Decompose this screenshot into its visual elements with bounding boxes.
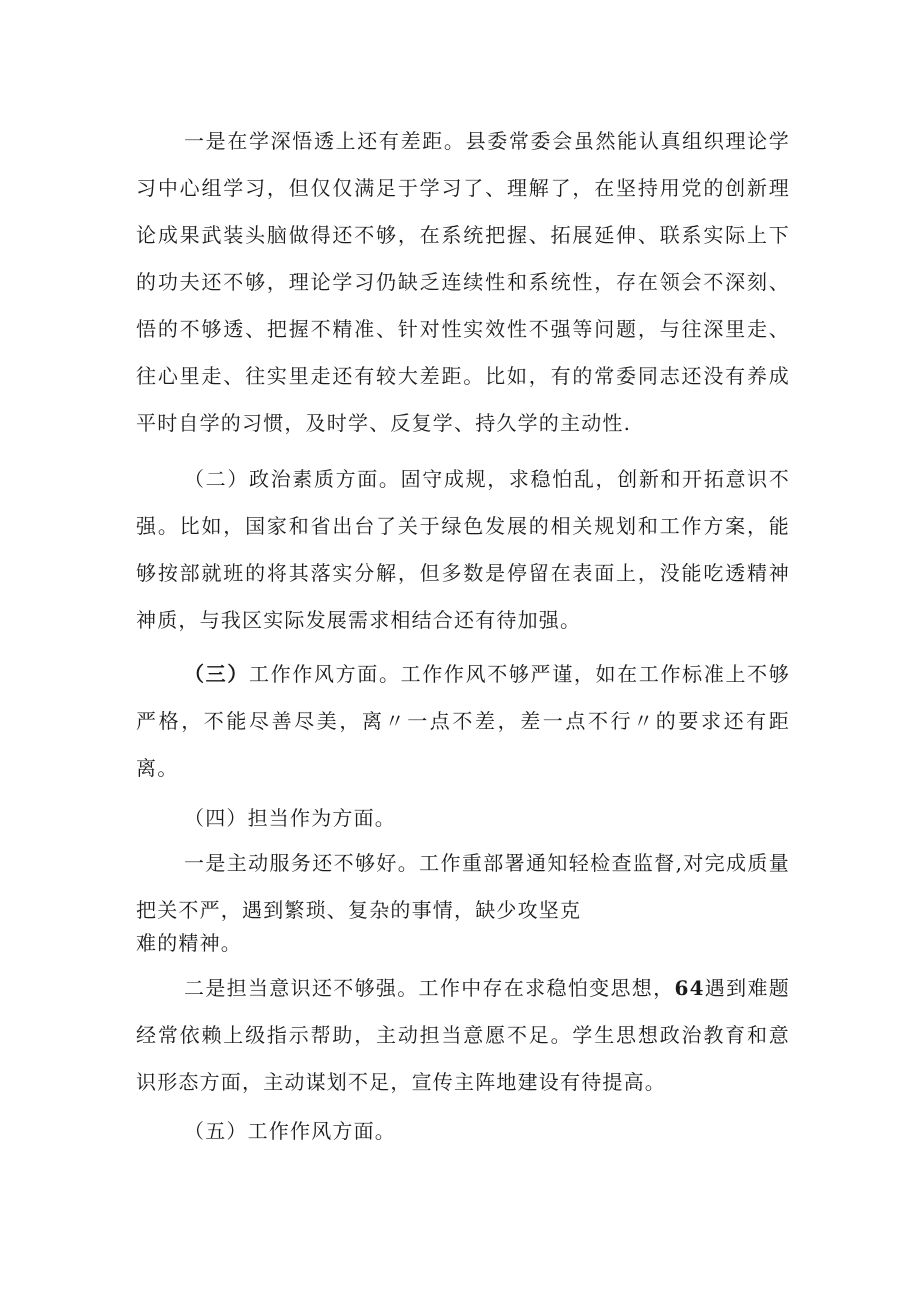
paragraph-work-style: [136, 651, 790, 792]
paragraph-service-text: 一是主动服务还不够好。工作重部署通知轻检查监督,对完成质量把关不严，遇到繁琐、复杂的事情，缺少攻坚克: [136, 851, 790, 922]
paragraph-responsibility: [136, 965, 790, 1106]
paragraph-service-continuation: 难的精神。: [136, 931, 242, 955]
section-heading-five: （五）工作作风方面。: [184, 1119, 396, 1143]
paragraph-theory-study: 一是在学深悟透上还有差距。县委常委会虽然能认真组织理论学习中心组学习，但仅仅满足于学习了、理解了，在坚持用党的创新理论成果武装头脑做得还不够，在系统把握、拓展延伸、联系实际上下的功夫还不够，理论学习仍缺乏连续性和系统性，存在领会不深刻、悟的不够透、把握不精准、针对性实效性不强等问题，与往深里走、往心里走、往实里走还有较大差距。比如，有的常委同志还没有养成平时自学的习惯，及时学、反复学、持久学的主动性.: [136, 129, 790, 435]
section-heading-three: （三）: [184, 662, 249, 686]
section-heading-four: （四）担当作为方面。: [184, 806, 396, 830]
paragraph-responsibility-text-after: 遇到难题经常依赖上级指示帮助，主动担当意愿不足。学生思想政治教育和意识形态方面，主动谋划不足，宣传主阵地建设有待提高。: [136, 976, 790, 1094]
stray-number: 64: [674, 976, 705, 1000]
paragraph-political-quality: （二）政治素质方面。固守成规，求稳怕乱，创新和开拓意识不强。比如，国家和省出台了关于绿色发展的相关规划和工作方案，能够按部就班的将其落实分解，但多数是停留在表面上，没能吃透精神神质，与我区实际发展需求相结合还有待加强。: [136, 467, 790, 632]
paragraph-responsibility-text-before: 二是担当意识还不够强。工作中存在求稳怕变思想，: [184, 976, 675, 1000]
paragraph-work-style-text: 工作作风方面。工作作风不够严谨，如在工作标准上不够严格，不能尽善尽美，离〃一点不差，差一点不行〃的要求还有距离。: [136, 662, 790, 780]
paragraph-service: [136, 840, 790, 967]
